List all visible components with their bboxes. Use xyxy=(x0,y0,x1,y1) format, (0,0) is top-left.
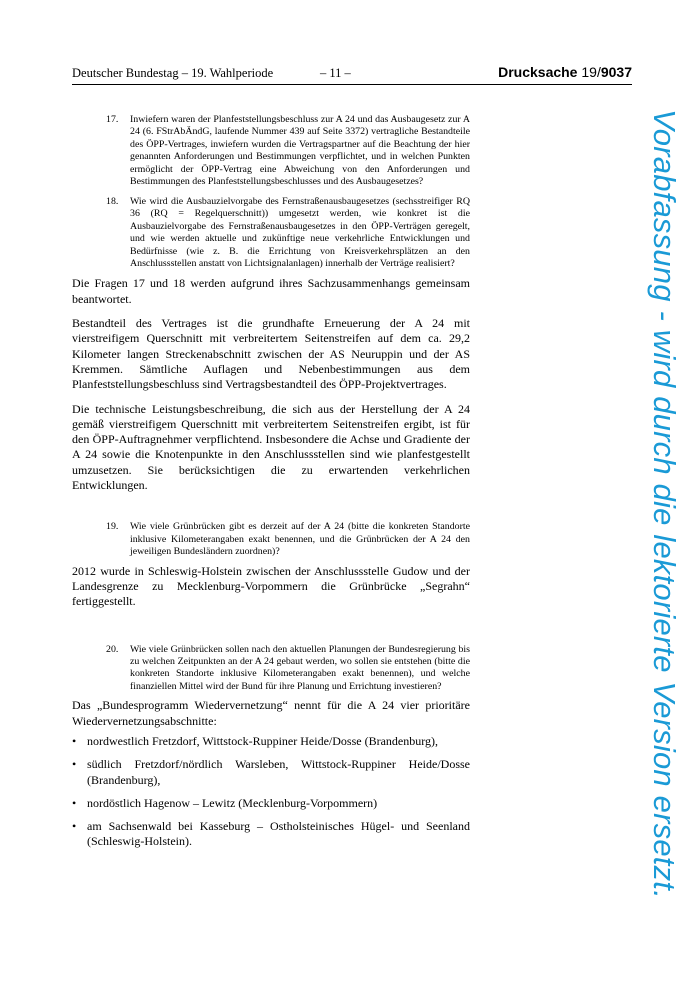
page-header xyxy=(72,66,632,85)
bullet-list xyxy=(72,734,470,850)
question-number: 18. xyxy=(106,195,119,207)
question-number: 19. xyxy=(106,521,119,533)
list-item-text: nordöstlich Hagenow – Lewitz (Mecklenburg-Vorpommern) xyxy=(87,795,378,810)
question-18 xyxy=(106,195,470,271)
list-item xyxy=(72,757,470,788)
document-body xyxy=(72,114,470,858)
answer-paragraph: Die technische Leistungsbeschreibung, die sich aus der Herstellung der A 24 gemäß vierstreifigem Querschnitt mit verbreitertem Seitenstreifen ergibt, ist für den ÖPP-Auftragnehmer verpflichtend. Insbesondere die Achse und Gradiente der A 24 sowie die Knotenpunkte in den Anschlussstellen sind wie planfestgestellt umzusetzen. Sie berücksichtigen die zu erwartenden verkehrlichen Entwicklungen. xyxy=(72,401,470,492)
answer-paragraph: Die Fragen 17 und 18 werden aufgrund ihres Sachzusammenhangs gemeinsam beantwortet. xyxy=(72,276,470,306)
doc-label: Drucksache xyxy=(498,64,578,80)
answer-paragraph: Bestandteil des Vertrages ist die grundhafte Erneuerung der A 24 mit vierstreifigem Querschnitt mit verbreitertem Seitenstreifen auf dem ca. 29,2 Kilometer langen Streckenabschnitt zwischen der AS Neuruppin und der AS Kremmen. Sämtliche Auflagen und Nebenbestimmungen aus dem Planfeststellungsbeschluss sind Vertragsbestandteil des ÖPP-Projektvertrages. xyxy=(72,316,470,392)
page-number: – 11 – xyxy=(320,66,351,80)
question-text: Inwiefern waren der Planfeststellungsbeschluss zur A 24 und das Ausbaugesetz zur A 24 (6. FStrAbÄndG, laufende Nummer 439 auf Seite 3372) vertragliche Bestandteile des ÖPP-Vertrages, inwiefern wurden die Vertragspartner auf die Beachtung der hier genannten Anforderungen und Bestimmungen verpflichtet, und in welchen Punkten ermöglicht der ÖPP-Vertrag eine Abweichung von den Anforderungen und Bestimmungen des Planfeststellungsbeschlusses und des Ausbaugesetzes? xyxy=(130,114,470,188)
header-publication: Deutscher Bundestag – 19. Wahlperiode xyxy=(72,66,274,80)
question-17 xyxy=(106,114,470,189)
list-item-text: am Sachsenwald bei Kasseburg – Ostholsteinisches Hügel- und Seenland (Schleswig-Holstein). xyxy=(87,819,470,849)
bullet-symbol: • xyxy=(72,733,77,748)
list-item xyxy=(72,819,470,850)
bullet-symbol: • xyxy=(72,757,77,772)
question-number: 20. xyxy=(106,643,119,655)
list-item xyxy=(72,734,470,749)
answer-intro: Das „Bundesprogramm Wiedervernetzung“ nennt für die A 24 vier prioritäre Wiedervernetzungsabschnitte: xyxy=(72,698,470,728)
document-number xyxy=(498,64,632,80)
doc-number-period: 19/ xyxy=(581,64,601,80)
question-text: Wie viele Grünbrücken sollen nach den aktuellen Planungen der Bundesregierung bis zu welchen Zeitpunkten an der A 24 gebaut werden, wo sollen sie entstehen (bitte die konkreten Standorte inklusive Kilometerangaben exakt benennen), und welche finanziellen Mittel wird der Bund für ihre Planung und Errichtung investieren? xyxy=(130,643,470,692)
answer-paragraph: 2012 wurde in Schleswig-Holstein zwischen der Anschlussstelle Gudow und der Landesgrenze zu Mecklenburg-Vorpommern die Grünbrücke „Segrahn“ fertiggestellt. xyxy=(72,563,470,609)
question-text: Wie viele Grünbrücken gibt es derzeit auf der A 24 (bitte die konkreten Standorte inklusive Kilometerangaben exakt benennen, und die Grünbrücken der A 24 den jeweiligen Bundesländern zuordnen)? xyxy=(130,521,470,558)
question-19 xyxy=(106,521,470,558)
bullet-symbol: • xyxy=(72,819,77,834)
question-number: 17. xyxy=(106,114,119,125)
list-item-text: nordwestlich Fretzdorf, Wittstock-Ruppiner Heide/Dosse (Brandenburg), xyxy=(87,733,438,748)
list-item-text: südlich Fretzdorf/nördlich Warsleben, Wittstock-Ruppiner Heide/Dosse (Brandenburg), xyxy=(87,757,470,787)
doc-number-id: 9037 xyxy=(600,64,632,80)
question-text: Wie wird die Ausbauzielvorgabe des Fernstraßenausbaugesetzes (sechsstreifiger RQ 36 (RQ = Regelquerschnitt)) umgesetzt werden, wie konkret ist die Ausbauzielvorgabe des Fernstraßenausbaugesetzes in den ÖPP-Verträgen geregelt, und wie werden aktuelle und zukünftige neue verkehrliche Entwicklungen und Bedürfnisse (wie z. B. die Errichtung von Kreisverkehrsplätzen an den Anschlussstellen anstatt von Lichtsignalanlagen) innerhalb der Verträge realisiert? xyxy=(130,195,470,269)
list-item xyxy=(72,796,470,811)
bullet-symbol: • xyxy=(72,795,77,810)
draft-watermark: Vorabfassung - wird durch die lektorierte Version ersetzt. xyxy=(647,109,682,899)
question-20 xyxy=(106,643,470,694)
